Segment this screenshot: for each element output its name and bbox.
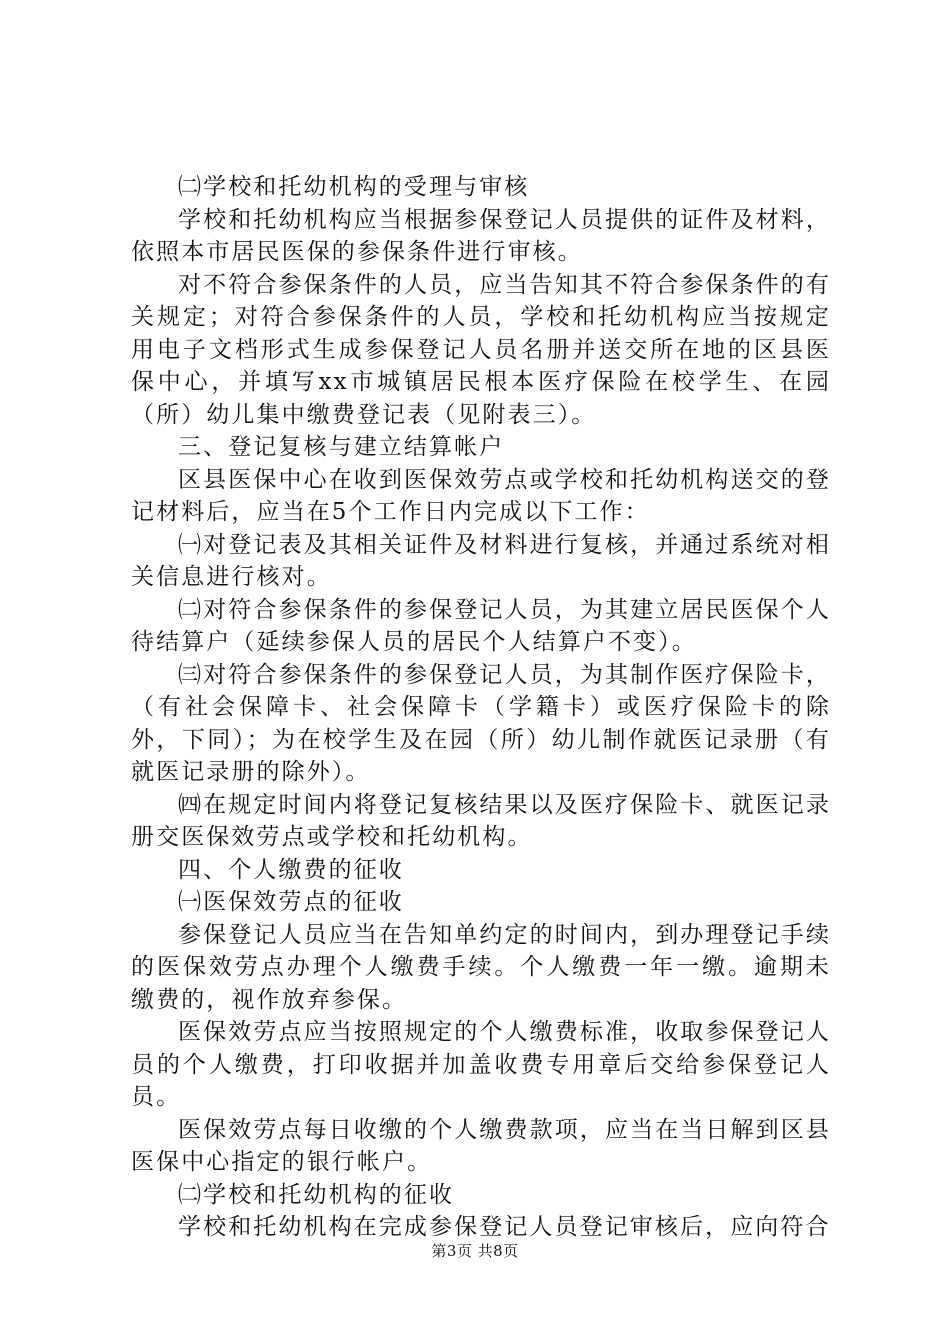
paragraph-recheck-item-3: ㈢对符合参保条件的参保登记人员，为其制作医疗保险卡，（有社会保障卡、社会保障卡（学籍卡）或医疗保险卡的除外，下同）；为在校学生及在园（所）幼儿制作就医记录册（有就医记录册的除外）。 (131, 661, 831, 785)
paragraph-recheck-item-1: ㈠对登记表及其相关证件及材料进行复核，并通过系统对相关信息进行核对。 (131, 531, 831, 590)
section-heading-registration-recheck: 三、登记复核与建立结算帐户 (178, 434, 505, 460)
subsection-heading-school-collection: ㈡学校和托幼机构的征收 (178, 1181, 455, 1208)
paragraph-daily-deposit: 医保效劳点每日收缴的个人缴费款项，应当在当日解到区县医保中心指定的银行帐户。 (131, 1116, 831, 1175)
document-body (131, 171, 831, 1244)
paragraph-ineligible-handling: 对不符合参保条件的人员，应当告知其不符合参保条件的有关规定；对符合参保条件的人员，学校和托幼机构应当按规定用电子文档形式生成参保登记人员名册并送交所在地的区县医保中心，并填写xx市城镇居民根本医疗保险在校学生、在园（所）幼儿集中缴费登记表（见附表三）。 (131, 271, 831, 428)
paragraph-school-collection: 学校和托幼机构在完成参保登记人员登记审核后，应向符合 (178, 1214, 831, 1240)
paragraph-recheck-item-4: ㈣在规定时间内将登记复核结果以及医疗保险卡、就医记录册交医保效劳点或学校和托幼机构。 (131, 791, 831, 850)
paragraph-fee-receipt: 医保效劳点应当按照规定的个人缴费标准，收取参保登记人员的个人缴费，打印收据并加盖收费专用章后交给参保登记人员。 (131, 1019, 831, 1110)
page-footer: 第3页 共8页 (431, 1242, 519, 1260)
section-heading-school-review: ㈡学校和托幼机构的受理与审核 (178, 174, 530, 200)
paragraph-school-review: 学校和托幼机构应当根据参保登记人员提供的证件及材料，依照本市居民医保的参保条件进行审核。 (131, 206, 831, 265)
paragraph-payment-deadline: 参保登记人员应当在告知单约定的时间内，到办理登记手续的医保效劳点办理个人缴费手续。个人缴费一年一缴。逾期未缴费的，视作放弃参保。 (131, 921, 831, 1013)
paragraph-recheck-item-2: ㈡对符合参保条件的参保登记人员，为其建立居民医保个人待结算户（延续参保人员的居民个人结算户不变）。 (131, 596, 831, 655)
paragraph-recheck-intro: 区县医保中心在收到医保效劳点或学校和托幼机构送交的登记材料后，应当在5个工作日内完成以下工作： (131, 466, 831, 525)
subsection-heading-service-point: ㈠医保效劳点的征收 (178, 889, 404, 915)
section-heading-fee-collection: 四、个人缴费的征收 (178, 856, 404, 883)
